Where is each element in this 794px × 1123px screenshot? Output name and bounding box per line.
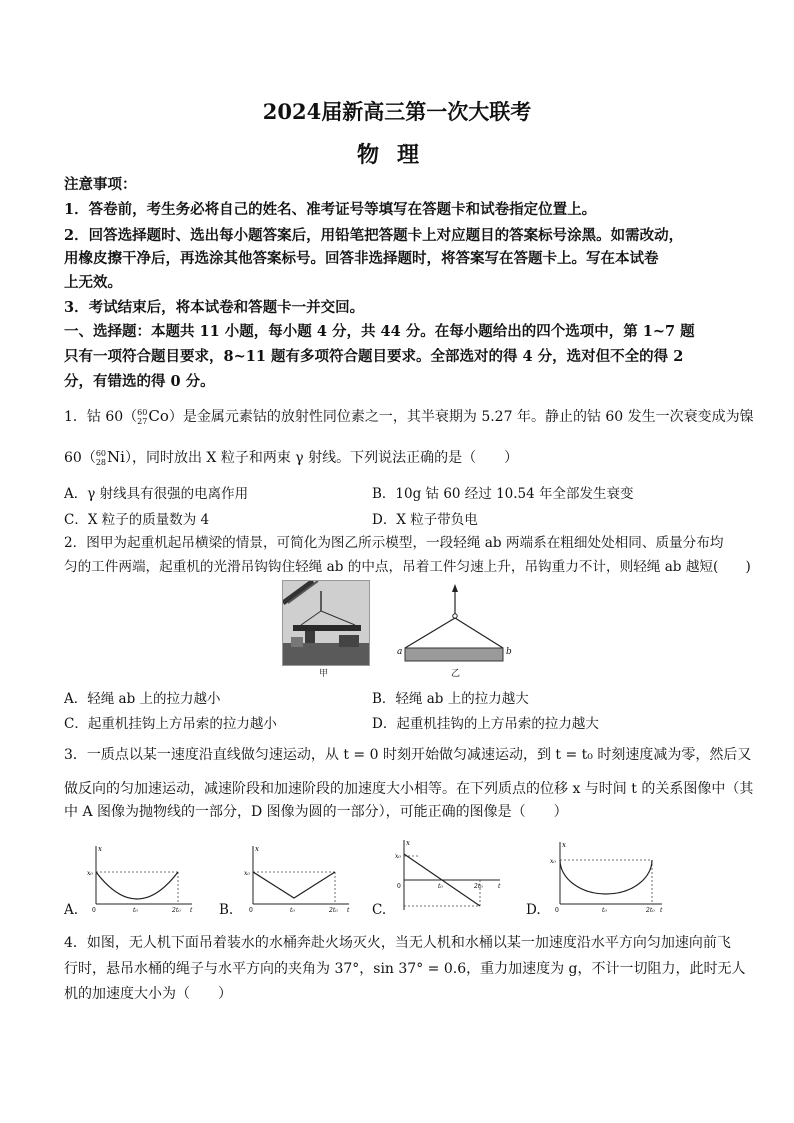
q1-stem-line-2 — [64, 446, 734, 469]
subject-title: 物理 — [356, 142, 437, 168]
note-item-1: 1．答卷前，考生务必将自己的姓名、准考证号等填写在答题卡和试卷指定位置上。 — [64, 201, 597, 218]
q1-text-c: 60（ — [64, 450, 96, 466]
note-item-3: 3．考试结束后，将本试卷和答题卡一并交回。 — [64, 299, 365, 316]
q1-stem-line-1 — [64, 405, 754, 428]
graph-d-t-label: t — [660, 907, 663, 914]
q2-option-c[interactable]: C．起重机挂钩上方吊索的拉力越小 — [64, 716, 277, 732]
graph-b-curve — [253, 872, 335, 898]
graph-a-2t0: 2t₀ — [172, 907, 181, 914]
cobalt-atomic-number: 27 — [137, 417, 148, 426]
graph-d-x0-label: x₀ — [550, 858, 556, 865]
graph-a-option[interactable]: A. — [64, 902, 79, 918]
graph-c-origin: 0 — [397, 883, 401, 890]
graph-d-curve — [560, 860, 652, 894]
graph-b-t-label: t — [347, 907, 350, 914]
graph-b-option[interactable]: B. — [219, 902, 234, 918]
label-a: a — [397, 647, 403, 657]
q1-option-a[interactable]: A．γ 射线具有很强的电离作用 — [64, 486, 249, 502]
graph-c-2t0: 2t₀ — [474, 883, 483, 890]
q2-option-a[interactable]: A．轻绳 ab 上的拉力越小 — [64, 691, 221, 707]
q4-stem-line-2: 行时，悬吊水桶的绳子与水平方向的夹角为 37°，sin 37° = 0.6，重力加速度为 g，不计一切阻力，此时无人 — [64, 961, 746, 977]
q3-stem-line-2: 做反向的匀加速运动，减速阶段和加速阶段的加速度大小相等。在下列质点的位移 x 与时间 t 的关系图像中（其 — [64, 781, 754, 797]
q1-option-b[interactable]: B．10g 钴 60 经过 10.54 年全部发生衰变 — [372, 486, 634, 502]
q1-text-d: ），同时放出 X 粒子和两束 γ 射线。下列说法正确的是（ ） — [124, 450, 519, 466]
section-1-line-3: 分，有错选的得 0 分。 — [64, 373, 215, 390]
graph-b-x-label: x — [255, 845, 259, 853]
graph-b-origin: 0 — [249, 907, 253, 914]
q4-stem-line-3: 机的加速度大小为（ ） — [64, 986, 232, 1002]
cobalt-nuclide — [137, 405, 169, 428]
graph-d-t0: t₀ — [602, 907, 607, 914]
cobalt-mass-number: 60 — [137, 408, 148, 417]
nickel-symbol: Ni — [107, 448, 125, 466]
graph-b-x0-label: x₀ — [244, 870, 250, 877]
workpiece — [405, 648, 503, 661]
graph-d-origin: 0 — [555, 907, 559, 914]
note-item-2-line-1: 2．回答选择题时、选出每小题答案后，用铅笔把答题卡上对应题目的答案标号涂黑。如需改动， — [64, 227, 684, 244]
graph-a-x-label: x — [98, 845, 102, 853]
graph-a-t0: t₀ — [133, 907, 138, 914]
label-b: b — [506, 647, 512, 657]
q3-stem-line-3: 中 A 图像为抛物线的一部分，D 图像为圆的一部分），可能正确的图像是（ ） — [64, 804, 568, 820]
graph-b-2t0: 2t₀ — [329, 907, 338, 914]
graph-c-x-label: x — [406, 839, 410, 847]
exam-title: 2024届新高三第一次大联考 — [262, 99, 532, 124]
graph-d — [548, 838, 668, 916]
graph-b — [243, 842, 355, 914]
graph-b-t0: t₀ — [290, 907, 295, 914]
q2-stem-line-1: 2．图甲为起重机起吊横梁的情景，可简化为图乙所示模型，一段轻绳 ab 两端系在粗细处处相同、质量分布均 — [64, 535, 724, 551]
graph-c-t0: t₀ — [438, 883, 443, 890]
graph-a-t-label: t — [190, 907, 193, 914]
q4-stem-line-1: 4．如图，无人机下面吊着装水的水桶奔赴火场灭火，当无人机和水桶以某一加速度沿水平方向匀加速向前飞 — [64, 935, 731, 951]
note-item-2-line-3: 上无效。 — [64, 274, 122, 291]
section-1-line-2: 只有一项符合题目要求，8~11 题有多项符合题目要求。全部选对的得 4 分，选对但不全的得 2 — [64, 348, 684, 365]
graph-a-curve — [96, 872, 178, 899]
cobalt-symbol: Co — [148, 407, 169, 425]
figure-jia-caption: 甲 — [319, 669, 329, 679]
q1-text-a: 1．钴 60（ — [64, 409, 138, 425]
graph-d-option[interactable]: D. — [526, 902, 541, 918]
q3-stem-line-1: 3．一质点以某一速度沿直线做匀速运动，从 t = 0 时刻开始做匀减速运动，到 t = t₀ 时刻速度减为零，然后又 — [64, 747, 752, 763]
figure-yi-caption: 乙 — [451, 669, 461, 679]
q2-stem-line-2: 匀的工件两端，起重机的光滑吊钩钩住轻绳 ab 的中点，吊着工件匀速上升，吊钩重力不计，则轻绳 ab 越短( ) — [64, 559, 751, 575]
rope-right — [455, 618, 503, 648]
q1-text-b: ）是金属元素钴的放射性同位素之一，其半衰期为 5.27 年。静止的钴 60 发生一次衰变成为镍 — [168, 409, 754, 425]
graph-a-origin: 0 — [92, 907, 96, 914]
graph-c — [394, 836, 506, 916]
q2-option-b[interactable]: B．轻绳 ab 上的拉力越大 — [372, 691, 529, 707]
section-1-line-1: 一、选择题：本题共 11 小题，每小题 4 分，共 44 分。在每小题给出的四个选项中，第 1~7 题 — [64, 323, 695, 340]
notes-heading: 注意事项： — [64, 176, 137, 193]
figure-yi-model — [395, 580, 515, 670]
q1-option-d[interactable]: D．X 粒子带负电 — [372, 512, 478, 528]
graph-c-t-label: t — [498, 883, 501, 890]
crane-photo — [282, 580, 370, 666]
graph-c-x0-label: x₀ — [395, 853, 401, 860]
note-item-2-line-2: 用橡皮擦干净后，再选涂其他答案标号。回答非选择题时，将答案写在答题卡上。写在本试卷 — [64, 250, 659, 267]
crane-photo-drawing — [283, 581, 369, 665]
nickel-mass-number: 60 — [95, 449, 107, 458]
graph-d-2t0: 2t₀ — [646, 907, 655, 914]
up-arrow — [452, 584, 458, 592]
graph-d-x-label: x — [562, 841, 566, 849]
hook — [453, 614, 457, 618]
graph-a-x0-label: x₀ — [87, 870, 93, 877]
graph-c-option[interactable]: C. — [372, 902, 387, 918]
q1-option-c[interactable]: C．X 粒子的质量数为 4 — [64, 512, 210, 528]
rope-left — [405, 618, 455, 648]
nickel-atomic-number: 28 — [95, 458, 107, 467]
q2-option-d[interactable]: D．起重机挂钩的上方吊索的拉力越大 — [372, 716, 599, 732]
nickel-nuclide — [96, 446, 125, 469]
graph-a — [86, 842, 198, 914]
